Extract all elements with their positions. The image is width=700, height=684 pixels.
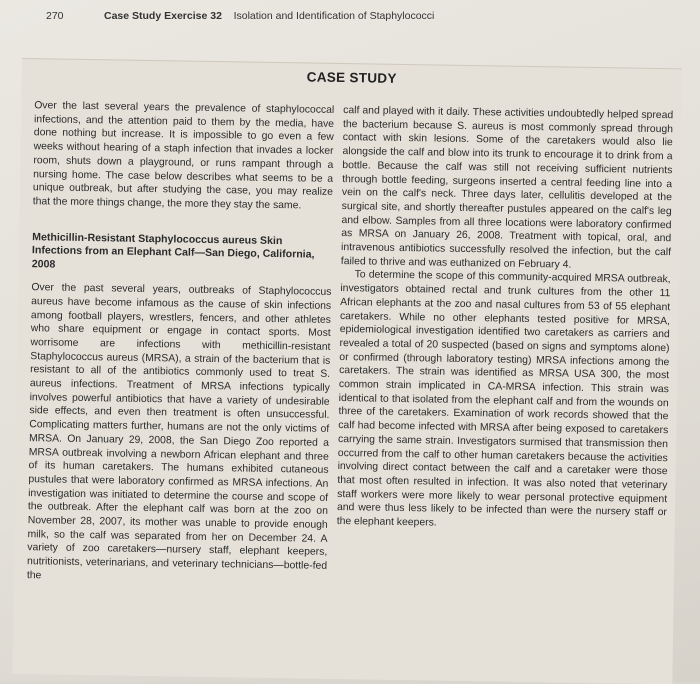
left-column	[27, 99, 335, 587]
exercise-title: Isolation and Identification of Staphylococci	[233, 10, 435, 22]
intro-paragraph: Over the last several years the prevalence of staphylococcal infections, and the attention paid to them by the media, have done nothing but increase. It is impossible to go even a few weeks without hearing of a staph infection that invades a locker room, shuts down a playground, or runs rampant through a nursing home. The case below describes what seems to be a unique outbreak, but after studying the case, you may realize that the more things change, the more they stay the same.	[32, 100, 335, 212]
right-column	[337, 104, 674, 534]
body-paragraph-2: calf and played with it daily. These activities undoubtedly helped spread the bacterium because S. aureus is most commonly spread through contact with skin lesions. Some of the caretakers would also lie alongside the calf and blow into its trunk to encourage it to drink from a bottle. Because the calf was still not receiving sufficient nutrients through bottle feeding, surgeons inserted a central feeding line into a vein on the calf's neck. Three days later, cellulitis developed at the surgical site, and shortly thereafter pustules appeared on the calf's leg and elbow. Samples from all three locations were laboratory confirmed as MRSA on January 26, 2008. Treatment with topical, oral, and intravenous antibiotics successfully resolved the infection, but the calf failed to thrive and was euthanized on February 4.	[340, 105, 674, 271]
case-subheading: Methicillin-Resistant Staphylococcus aureus Skin Infections from an Elephant Calf—San Diego, California, 2008	[31, 230, 315, 271]
body-paragraph-3: To determine the scope of this community-acquired MRSA outbreak, investigators obtained rectal and trunk cultures from the other 11 African elephants at the zoo and nasal cultures from 53 of 55 elephant caretakers. While no other elephants tested positive for MRSA, epidemiological investigation identified two caretakers as carriers and revealed a total of 20 suspected (based on signs and symptoms alone) or confirmed (through laboratory testing) MRSA infections among the caretakers. The strain was identified as MRSA USA 300, the most common strain implicated in CA-MRSA infection. This strain was identical to that isolated from the elephant calf and from the wounds on three of the caretakers. Examination of work records showed that the calf had become infected with MRSA after being exposed to caretakers carrying the same strain. Investigators surmised that transmission then occurred from the calf to other human caretakers because the activities involving direct contact between the calf and a caretaker were those that most often resulted in infection. It was also noted that veterinary staff workers were more likely to wear personal protective equipment and were thus less likely to be infected than were the nursery staff or the elephant keepers.	[336, 269, 671, 529]
exercise-label: Case Study Exercise 32	[104, 10, 222, 22]
case-study-box	[12, 58, 682, 684]
running-head-title	[104, 10, 434, 22]
body-paragraph-1: Over the past several years, outbreaks of Staphylococcus aureus have become infamous as the cause of skin infections among football players, wrestlers, fencers, and other athletes who share equipment or engage in contact sports. Most worrisome are infections with methicillin-resistant Staphylococcus aureus (MRSA), a strain of the bacterium that is resistant to all of the antibiotics commonly used to treat S. aureus infections. Treatment of MRSA infections typically involves powerful antibiotics that have a variety of undesirable side effects, and even then treatment is often unsuccessful. Complicating matters further, humans are not the only victims of MRSA. On January 29, 2008, the San Diego Zoo reported a MRSA outbreak involving a newborn African elephant and three of its human caretakers. The humans exhibited cutaneous pustules that were laboratory confirmed as MRSA infections. An investigation was initiated to determine the course and scope of the outbreak. After the elephant calf was born at the zoo on November 28, 2007, its mother was unable to provide enough milk, so the calf was separated from her on December 24. A variety of zoo caretakers—nursery staff, elephant keepers, nutritionists, veterinarians, and veterinary technicians—bottle-fed the	[26, 282, 332, 582]
case-study-heading: CASE STUDY	[306, 69, 397, 86]
page-number: 270	[46, 10, 64, 22]
